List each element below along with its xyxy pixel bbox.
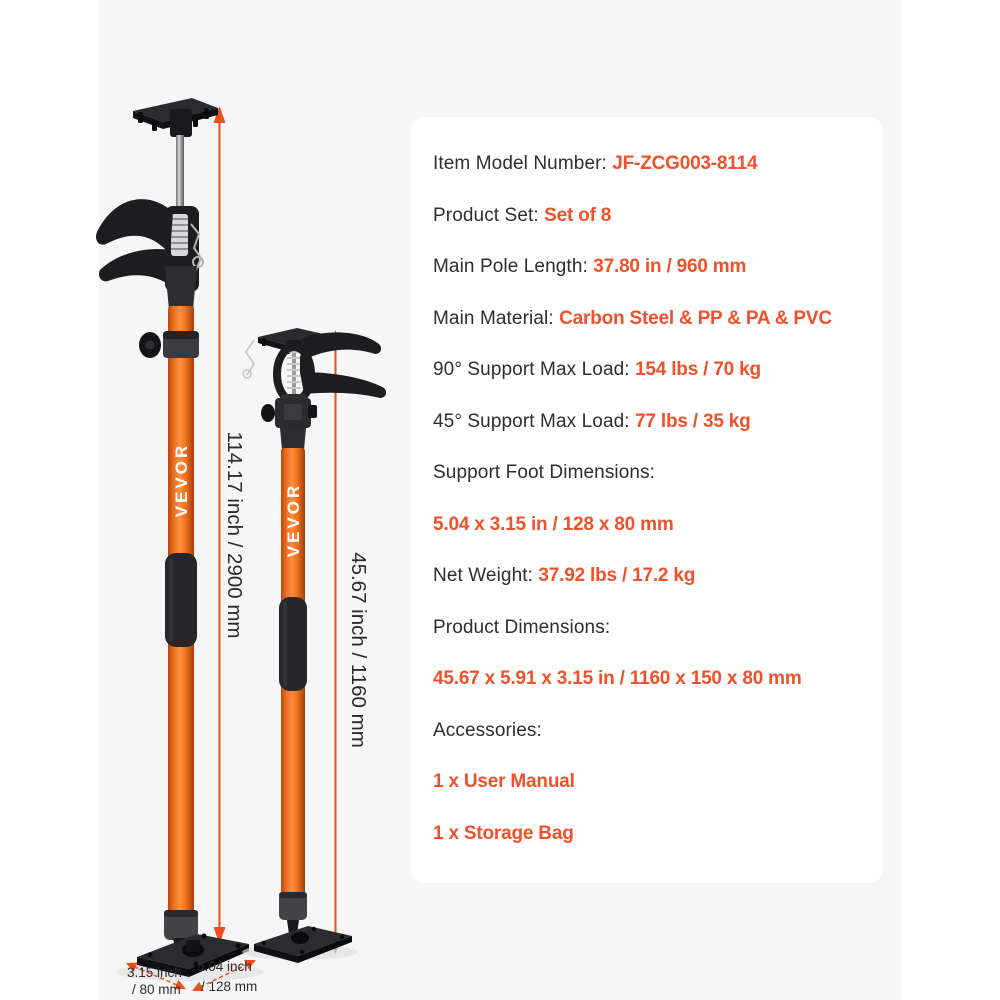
spec-label: 45° Support Max Load:: [433, 410, 636, 432]
dimension-arrow-short: [330, 330, 342, 954]
brand-logo-short: VEVOR: [284, 482, 303, 558]
dimension-label-short: 45.67 inch / 1160 mm: [347, 552, 370, 748]
spec-label: Net Weight:: [433, 565, 539, 586]
spec-row: [433, 256, 865, 277]
spec-row: [433, 514, 865, 535]
tall-pole-foam-grip: [165, 553, 197, 647]
tall-pole-top-plate: [133, 98, 218, 137]
short-pole-foam-grip: [279, 597, 307, 691]
spec-row: [433, 308, 865, 329]
spec-row: [433, 565, 865, 586]
spec-label: Product Set:: [433, 204, 545, 226]
spec-label: 90° Support Max Load:: [433, 359, 636, 380]
spec-label: Main Material:: [433, 307, 560, 329]
foot-depth-label-line1: 5.04 inch: [197, 959, 252, 974]
spec-row: [433, 720, 865, 741]
spec-value: 37.80 in / 960 mm: [593, 256, 747, 277]
spec-row: [433, 359, 865, 380]
spec-row: [433, 462, 865, 483]
spec-value: 45.67 x 5.91 x 3.15 in / 1160 x 150 x 80 mm: [433, 668, 802, 689]
spec-value: Carbon Steel & PP & PA & PVC: [559, 307, 832, 329]
short-pole-knob-collar: [261, 398, 317, 450]
foot-width-label-line1: 3.15 inch: [127, 965, 182, 980]
short-pole-bottom-collar: [279, 892, 307, 934]
spec-value: 1 x Storage Bag: [433, 822, 574, 844]
spec-row: [433, 823, 865, 844]
tall-pole-knob-collar: [139, 331, 199, 358]
dimension-label-tall: 114.17 inch / 2900 mm: [223, 431, 246, 639]
spec-row: [433, 411, 865, 432]
spec-row: [433, 771, 865, 792]
foot-width-label: [127, 965, 182, 997]
spec-value: 5.04 x 3.15 in / 128 x 80 mm: [433, 513, 674, 535]
brand-logo-tall: VEVOR: [172, 442, 191, 518]
spec-value: JF-ZCG003-8114: [612, 153, 758, 174]
spec-value: 37.92 lbs / 17.2 kg: [538, 565, 696, 586]
spec-value: Set of 8: [544, 204, 612, 226]
spec-panel: [411, 117, 883, 883]
spec-value: 1 x User Manual: [433, 771, 575, 792]
spec-label: Accessories:: [433, 719, 542, 741]
spec-row: [433, 153, 865, 174]
tall-pole-clamp: [96, 199, 203, 310]
spec-row: [433, 668, 865, 689]
spec-label: Support Foot Dimensions:: [433, 462, 656, 483]
foot-width-label-line2: / 80 mm: [132, 982, 181, 997]
spec-value: 77 lbs / 35 kg: [635, 410, 751, 432]
spec-value: 154 lbs / 70 kg: [635, 359, 761, 380]
foot-depth-label-line2: / 128 mm: [201, 979, 258, 994]
spec-row: [433, 617, 865, 638]
spec-label: Item Model Number:: [433, 153, 613, 174]
spec-label: Product Dimensions:: [433, 616, 611, 638]
spec-row: [433, 205, 865, 226]
spec-label: Main Pole Length:: [433, 256, 594, 277]
